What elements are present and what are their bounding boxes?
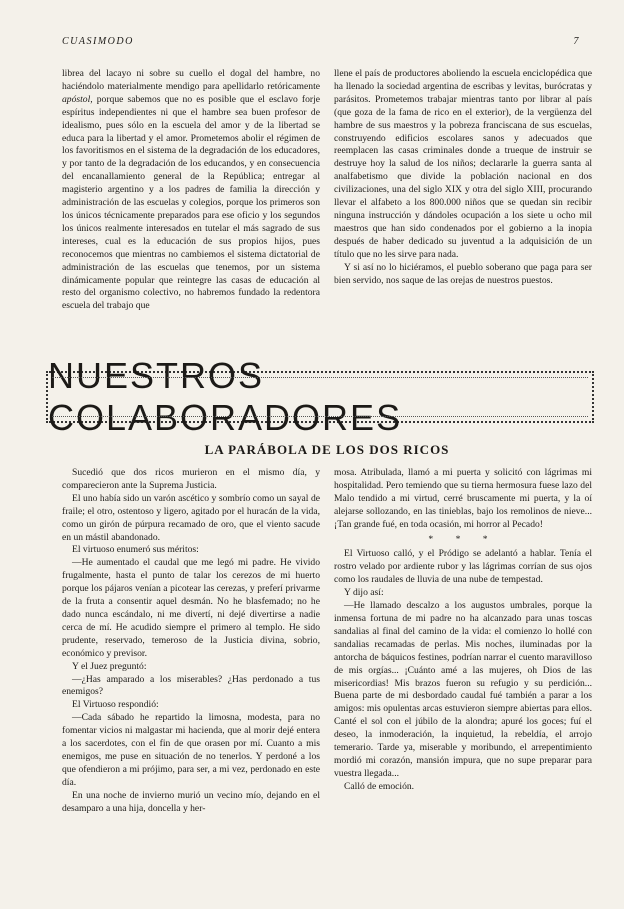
text-run: * * * xyxy=(428,533,498,545)
paragraph xyxy=(62,544,320,557)
text-run: Sucedió que dos ricos murieron en el mismo día, y comparecieron ante la Suprema Justicia. xyxy=(62,467,320,491)
page-number: 7 xyxy=(573,36,580,47)
text-run: —Cada sábado he repartido la limosna, modesta, para no fomentar vicios ni malgastar mi hacienda, que al morir dejé entera a los sacerdotes, con el fin de que orasen por mí. Cuanto a mis enemigos, me puse en situación de no tenerlos. Y perdoné a los que ofendieron a mi prójimo, para ser, a mi vez, perdonado en este día. xyxy=(62,712,320,788)
paragraph xyxy=(334,587,592,600)
section-title: NUESTROS COLABORADORES xyxy=(48,355,403,438)
paragraph xyxy=(334,548,592,587)
text-run: El virtuoso enumeró sus méritos: xyxy=(72,544,199,556)
paragraph xyxy=(334,600,592,781)
article-title: LA PARÁBOLA DE LOS DOS RICOS xyxy=(204,442,450,457)
paragraph xyxy=(62,712,320,789)
section-break xyxy=(334,534,592,547)
text-run: El Virtuoso respondió: xyxy=(72,699,159,711)
paragraph xyxy=(62,699,320,712)
section-banner xyxy=(46,355,594,438)
text-run: Y si así no lo hiciéramos, el pueblo soberano que paga para ser bien servido, nos saque de las orejas de nuestros puestos. xyxy=(334,261,592,286)
text-run: Calló de emoción. xyxy=(344,780,415,792)
paragraph xyxy=(62,557,320,660)
text-run: —He aumentado el caudal que me legó mi padre. He vivido frugalmente, hasta el punto de talar los cerezos de mi huerto porque los pájaros venían a picotear las cerezas, y preferí privarme de la fruta a consentir aquel desmán. No he blasfemado; no he dado nunca escándalo, ni me divertí, ni dejé divertirse a nadie cerca de mí. He acudido siempre el primero al templo. He sido prudente, reservado, temeroso de la Justicia divina, sobrio, económico y previsor. xyxy=(62,557,320,659)
top-right-column xyxy=(334,68,592,287)
text-run: El Virtuoso calló, y el Pródigo se adelantó a hablar. Tenía el rostro velado por ardiente rubor y las lágrimas corrían de sus ojos como los raudales de lluvia de una nube de tempestad. xyxy=(334,548,592,586)
text-run: Y dijo así: xyxy=(344,587,384,599)
bottom-left-column xyxy=(62,467,320,815)
paragraph xyxy=(62,661,320,674)
paragraph xyxy=(62,68,320,313)
text-run: mosa. Atribulada, llamó a mi puerta y solicitó con lágrimas mi hospitalidad. Pero temiendo que su tierna hermosura fuese lazo del Malo tendido a mi virtud, cerré bruscamente mi puerta, y la oí alejarse sollozando, en las tinieblas, bajo los remolinos de nieve... ¡Tan grande fué, en toda ocasión, mi horror al Pecado! xyxy=(334,467,592,530)
paragraph xyxy=(62,493,320,545)
text-run: —¿Has amparado a los miserables? ¿Has perdonado a tus enemigos? xyxy=(62,673,320,698)
text-run: —He llamado descalzo a los augustos umbrales, porque la inmensa fortuna de mi padre no ha alcanzado para unas toscas sandalias al final del camino de la vida: el comienzo lo hollé con sandalias recamadas de perlas. Mis noches, iluminadas por la antorcha de báquicos festines, podrían narrar el cuento maravilloso de mis orgías... ¡Cuánto amé a las mujeres, oh Dios de las misericordias! Mis brazos fueron su refugio y su perdición... Buena parte de mi desbordado caudal fué también a parar a los amigos: mis opulentas arcas estuvieron siempre abiertas para ellos. Canté el sol con el júbilo de la alondra; apuré los goces; fuí el deseo, la inmoderación, la inquietud, la rebeldía, el arrojo temerario. Tarde ya, miserable y moribundo, el arrepentimiento mordió mi corazón, mansión impura, que no supe preparar para vuestra llegada... xyxy=(334,600,592,779)
paragraph xyxy=(334,68,592,262)
paragraph xyxy=(334,262,592,288)
emphasis-run: apóstol, xyxy=(62,93,93,105)
paragraph xyxy=(62,790,320,816)
text-run: librea del lacayo ni sobre su cuello el dogal del hambre, no haciéndolo materialmente mendigo para apellidarlo retóricamente xyxy=(62,68,320,92)
running-head xyxy=(62,36,580,47)
journal-name: CUASIMODO xyxy=(62,36,134,47)
text-run: llene el país de productores aboliendo la escuela enciclopédica que ha llenado la sociedad argentina de escribas y levitas, burócratas y parásitos. Prometemos trabajar mientras tanto por librar al país (que goza de la fama de rico en el exterior), de la vergüenza del hambre de sus maestros y la pobreza franciscana de sus escuelas, construyendo edificios escolares sanos y adecuados que reemplacen las casas criminales donde a trueque de instruir se destruye hoy la salud de los niños; declararle la guerra santa al analfabetismo que divide la población nacional en dos civilizaciones, una del siglo XIX y otra del siglo XIII, procurando llevar el alfabeto a los 800.000 niños que se quedan sin recibir ninguna instrucción y dándoles ocupación a los siete u ocho mil maestros que han sido condenados por el gobierno a la inopia después de haber dedicado su juventud a la adquisición de un título que no les sirve para nada. xyxy=(334,68,592,260)
text-run: porque sabemos que no es posible que el esclavo forje espíritus independientes ni que el hambre sea buen profesor de idealismo, pues sólo en la escuela del amor y de la libertad se educa para la libertad y el amor. Prometemos abolir el régimen de los favoritismos en el sistema de la degradación de los educadores, y por tanto de la degradación de los educandos, y en consecuencia del encanallamiento general de la República; entregar al magisterio argentino y a los padres de familia la dirección y administración de las escuelas y colegios, porque los primeros son los únicos técnicamente preparados para ese oficio y los segundos los únicos realmente interesados en tutelar el más sagrado de sus intereses, cual es la educación de sus propios hijos, pues reconocemos que mientras no cambiemos el sistema dictatorial de administración de las escuelas que tenemos, por un sistema dinámicamente popular que reintegre las casas de educación al resto del organismo colectivo, no habremos fundado la redentora escuela del trabajo que xyxy=(62,93,320,312)
bottom-right-column xyxy=(334,467,592,794)
top-left-column xyxy=(62,68,320,313)
paragraph xyxy=(334,781,592,794)
paragraph xyxy=(334,467,592,532)
text-run: El uno había sido un varón ascético y sombrío como un sayal de fraile; el otro, ostentoso y ligero, agitado por el huracán de la vida, como un girón de púrpura recamado de oro, que el viento sacude en un mástil abandonado. xyxy=(62,492,320,543)
paragraph xyxy=(62,467,320,493)
text-run: Y el Juez preguntó: xyxy=(72,660,147,672)
text-run: En una noche de invierno murió un vecino mío, dejando en el desamparo a una hija, doncella y her- xyxy=(62,789,320,814)
paragraph xyxy=(62,674,320,700)
